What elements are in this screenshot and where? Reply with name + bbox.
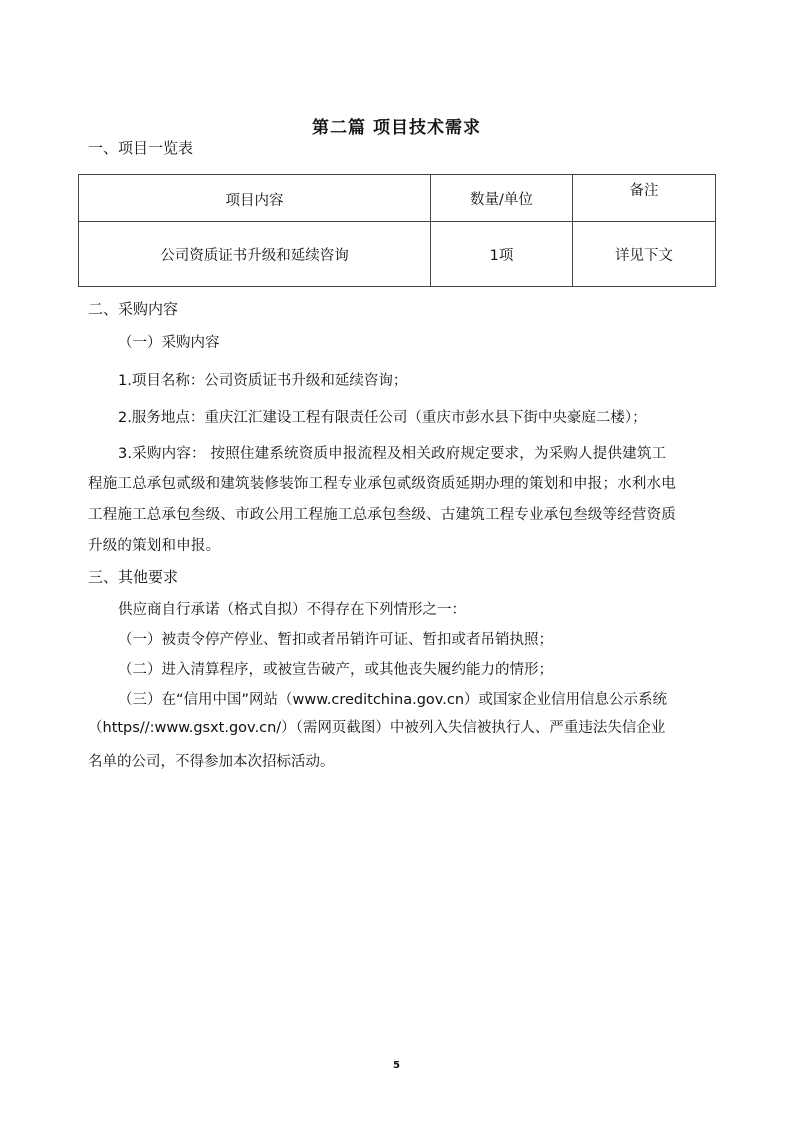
page-title: 第二篇 项目技术需求 — [312, 118, 481, 138]
item-content-line: 升级的策划和申报。 — [88, 538, 221, 554]
table-header-cell: 数量/单位 — [431, 175, 573, 222]
table-cell: 公司资质证书升级和延续咨询 — [79, 222, 431, 287]
page-number: 5 — [393, 1060, 400, 1071]
table-header-cell: 项目内容 — [79, 175, 431, 222]
table-header-cell: 备注 — [573, 175, 716, 222]
item-service-location: 2.服务地点：重庆江汇建设工程有限责任公司（重庆市彭水县下街中央豪庭二楼）； — [118, 410, 647, 426]
table-row — [79, 222, 716, 287]
item-project-name: 1.项目名称：公司资质证书升级和延续咨询； — [118, 373, 408, 389]
requirement-item-line: （https//:www.gsxt.gov.cn/）（需网页截图）中被列入失信被执行人、严重违法失信企业 — [88, 720, 666, 736]
table-cell: 详见下文 — [573, 222, 716, 287]
section-3-heading: 三、其他要求 — [88, 568, 179, 586]
requirement-item: （二）进入清算程序，或被宣告破产，或其他丧失履约能力的情形； — [118, 662, 553, 678]
requirement-intro: 供应商自行承诺（格式自拟）不得存在下列情形之一： — [118, 602, 466, 618]
section-2-subheading: （一）采购内容 — [118, 335, 220, 351]
item-content-line: 程施工总承包贰级和建筑装修装饰工程专业承包贰级资质延期办理的策划和申报；水利水电 — [88, 476, 676, 492]
section-2-heading: 二、采购内容 — [88, 300, 179, 318]
project-table — [78, 174, 716, 287]
table-cell: 1项 — [431, 222, 573, 287]
requirement-item-line: 名单的公司，不得参加本次招标活动。 — [88, 754, 335, 770]
item-content-line: 3.采购内容： 按照住建系统资质申报流程及相关政府规定要求，为采购人提供建筑工 — [118, 446, 667, 462]
table-header-row — [79, 175, 716, 222]
requirement-item: （一）被责令停产停业、暂扣或者吊销许可证、暂扣或者吊销执照； — [118, 632, 553, 648]
section-1-heading: 一、项目一览表 — [88, 139, 194, 157]
item-content-line: 工程施工总承包叁级、市政公用工程施工总承包叁级、古建筑工程专业承包叁级等经营资质 — [88, 507, 676, 523]
requirement-item: （三）在“信用中国”网站（www.creditchina.gov.cn）或国家企业信用信息公示系统 — [118, 692, 668, 708]
